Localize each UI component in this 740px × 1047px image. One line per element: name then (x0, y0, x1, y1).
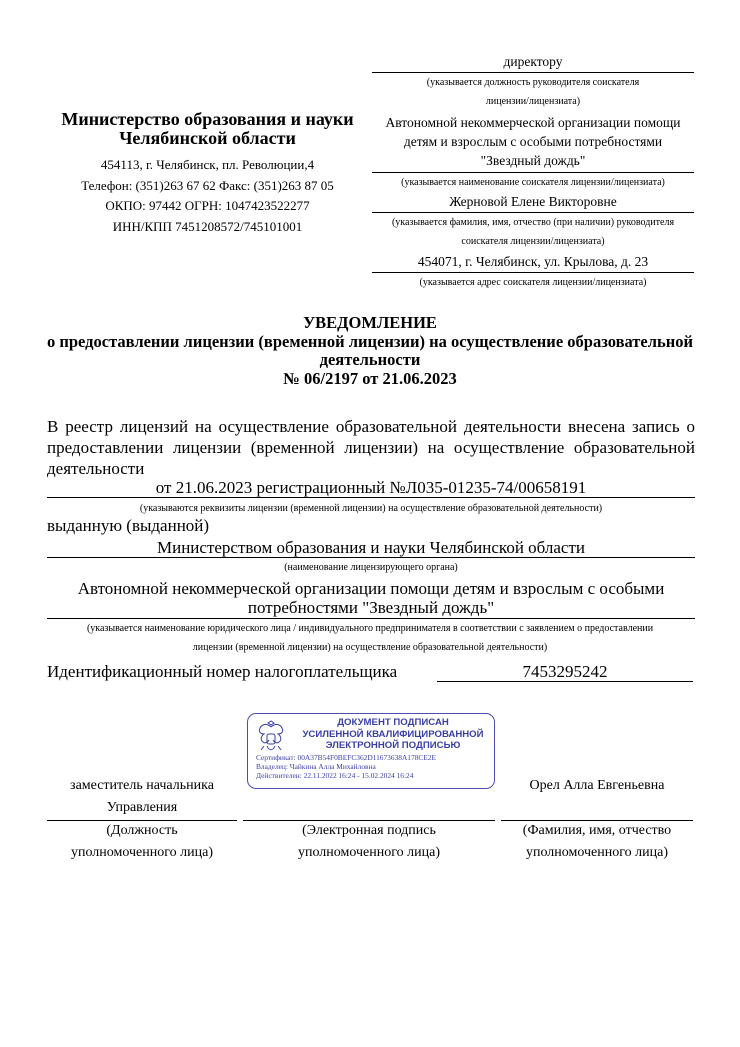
addressee-address: 454071, г. Челябинск, ул. Крылова, д. 23 (417, 254, 649, 269)
addressee-org-line3: "Звездный дождь" (480, 153, 586, 168)
addressee-head-name: Жерновой Елене Викторовне (449, 194, 617, 209)
addressee-org-note: (указывается наименование соискателя лицензии/лицензиата) (401, 177, 665, 188)
issuing-authority: Министерством образования и науки Челябинской области (156, 538, 585, 557)
label-position-line2: уполномоченного лица) (71, 844, 213, 860)
divider (372, 72, 694, 73)
title-heading: УВЕДОМЛЕНИЕ (303, 313, 437, 332)
signer-position-line1: заместитель начальника (70, 778, 214, 793)
intro-paragraph: В реестр лицензий на осуществление образовательной деятельности внесена запись о предоставлении лицензии (временной лицензии) на осуществление образовательной деятельности (47, 417, 695, 478)
divider (47, 497, 695, 498)
label-position-line1: (Должность (106, 823, 178, 838)
license-requisites: от 21.06.2023 регистрационный №Л035-01235-74/00658191 (155, 478, 587, 497)
addressee-head-note-1: (указывается фамилия, имя, отчество (при наличии) руководителя (391, 217, 675, 228)
stamp-certificate: Сертификат: 00A37B54F0BEFC362D11673638A178CE2E (256, 753, 437, 762)
divider (372, 212, 694, 213)
stamp-line2: УСИЛЕННОЙ КВАЛИФИЦИРОВАННОЙ (302, 728, 484, 740)
label-name (501, 820, 693, 863)
licensee-note-1: (указывается наименование юридического лица / индивидуального предпринимателя в соответствии с заявлением о предоставлении (86, 623, 654, 634)
addressee-address-note: (указывается адрес соискателя лицензии/лицензиата) (419, 277, 647, 288)
issuer-org-line1: Министерство образования и науки (61, 109, 354, 129)
addressee-head-note-2: соискателя лицензии/лицензиата) (461, 236, 605, 247)
title-subject-line2: деятельности (319, 350, 421, 369)
coat-of-arms-icon (254, 720, 288, 754)
title-number: № 06/2197 от 21.06.2023 (283, 368, 457, 388)
label-name-line2: уполномоченного лица) (526, 844, 668, 860)
stamp-valid: Действителен: 22.11.2022 16:24 - 15.02.2024 16:24 (256, 771, 414, 780)
licensee-line2: потребностями "Звездный дождь" (247, 598, 495, 617)
addressee-position: директору (503, 54, 563, 69)
licensee-line1: Автономной некоммерческой организации помощи детям и взрослым с особыми (77, 579, 665, 598)
inn-value: 7453295242 (522, 662, 608, 681)
addressee-org-line2: детям и взрослым с особыми потребностями (403, 134, 663, 149)
divider (47, 557, 695, 558)
label-signature-line1: (Электронная подпись (302, 823, 436, 838)
stamp-line3: ЭЛЕКТРОННОЙ ПОДПИСЬЮ (325, 740, 461, 751)
label-position (47, 820, 237, 863)
issuer-phone-fax: Телефон: (351)263 67 62 Факс: (351)263 87 05 (81, 177, 334, 193)
signer-position (47, 775, 237, 818)
addressee-org-line1: Автономной некоммерческой организации помощи (385, 115, 681, 130)
divider (437, 681, 693, 682)
document-title (40, 314, 700, 388)
issuer-address: 454113, г. Челябинск, пл. Революции,4 (100, 157, 315, 172)
licensee-note-2: лицензии (временной лицензии) на осуществление образовательной деятельности) (192, 642, 548, 653)
issuer-inn-kpp: ИНН/КПП 7451208572/745101001 (112, 218, 303, 234)
electronic-signature-stamp (247, 713, 495, 789)
title-subject-line1: о предоставлении лицензии (временной лицензии) на осуществление образовательной (47, 331, 693, 351)
inn-label: Идентификационный номер налогоплательщика (47, 662, 398, 681)
stamp-heading (294, 717, 492, 752)
label-name-line1: (Фамилия, имя, отчество (522, 823, 672, 838)
signer-position-line2: Управления (106, 799, 178, 815)
divider (372, 172, 694, 173)
signer-name: Орел Алла Евгеньевна (529, 778, 665, 793)
addressee-position-note-2: лицензии/лицензиата) (485, 96, 581, 107)
divider (47, 618, 695, 619)
label-signature-line2: уполномоченного лица) (298, 844, 440, 860)
addressee-position-note-1: (указывается должность руководителя соискателя (426, 77, 640, 88)
issuer-org-line2: Челябинской области (119, 128, 296, 148)
issued-label: выданную (выданной) (47, 516, 210, 535)
authority-note: (наименование лицензирующего органа) (284, 562, 458, 573)
stamp-line1: ДОКУМЕНТ ПОДПИСАН (337, 717, 449, 728)
issuer-block (40, 110, 375, 237)
stamp-owner: Владелец: Чайкина Алла Михайловна (256, 762, 376, 771)
label-signature (243, 820, 495, 863)
issuer-okpo-ogrn: ОКПО: 97442 ОГРН: 1047423522277 (105, 198, 310, 213)
license-note: (указываются реквизиты лицензии (временной лицензии) на осуществление образовательной деятельности) (139, 503, 603, 514)
divider (372, 272, 694, 273)
